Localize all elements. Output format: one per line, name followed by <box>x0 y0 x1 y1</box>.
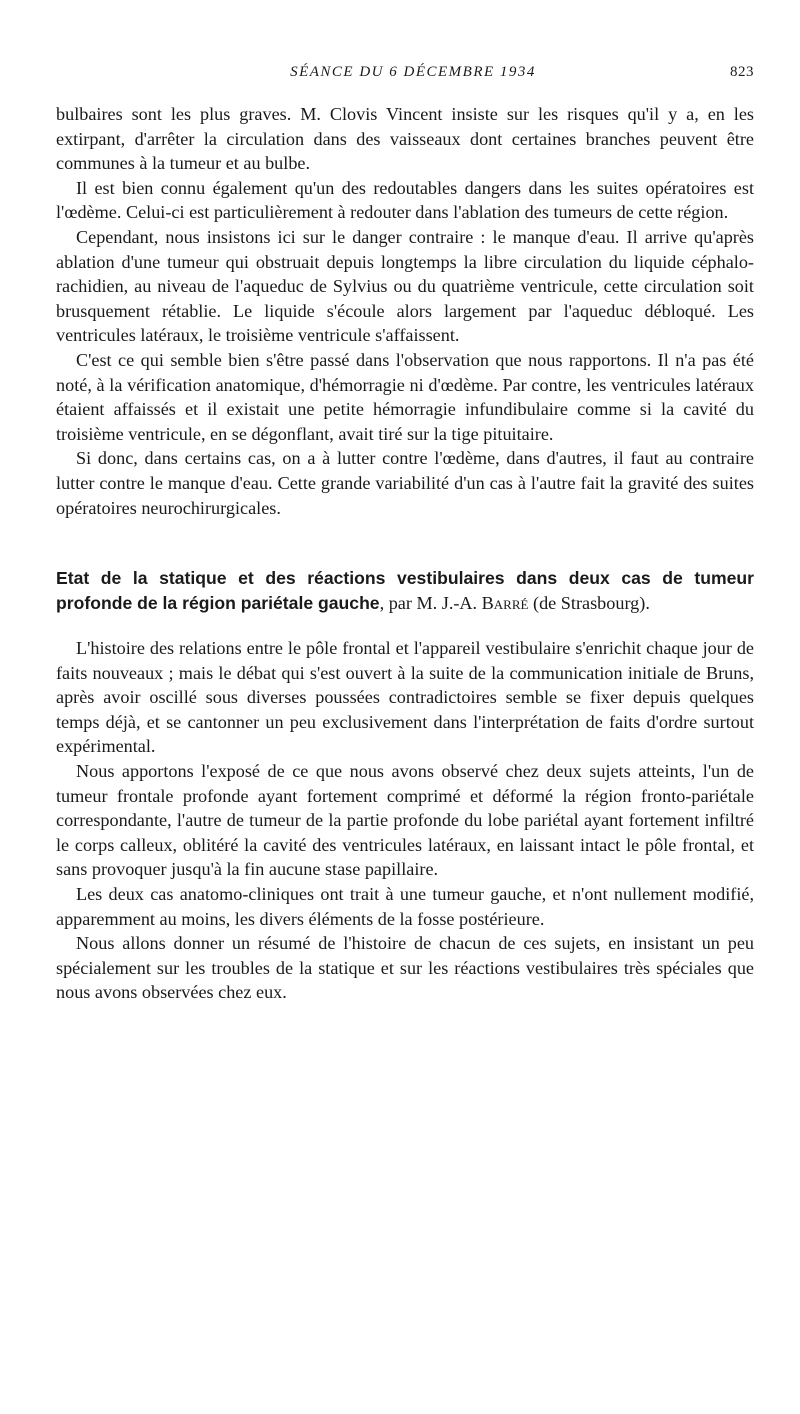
paragraph: C'est ce qui semble bien s'être passé dans l'observation que nous rapportons. Il n'a pas été noté, à la vérification anatomique, d'hémorragie ni d'œdème. Par contre, les ventricules latéraux étaient affaissés et il existait une petite hémorragie infundibulaire comme si la cavité du troisième ventricule, en se dégonflant, avait tiré sur la tige pituitaire. <box>56 349 754 444</box>
paragraph: Nous apportons l'exposé de ce que nous avons observé chez deux sujets atteints, l'un de tumeur frontale profonde ayant fortement comprimé et déformé la région fronto-pariétale correspondante, l'autre de tumeur de la partie profonde du lobe pariétal ayant fortement infiltré le corps calleux, oblitéré la cavité des ventricules latéraux, en laissant intact le pôle frontal, et sans provoquer jusqu'à la fin aucune stase papillaire. <box>56 761 754 880</box>
paragraph: Les deux cas anatomo-cliniques ont trait à une tumeur gauche, et n'ont nullement modifié, apparemment au moins, les divers éléments de la fosse postérieure. <box>56 884 754 929</box>
previous-article-continuation <box>56 102 754 520</box>
article-heading <box>56 566 754 616</box>
paragraph: Cependant, nous insistons ici sur le danger contraire : le manque d'eau. Il arrive qu'après ablation d'une tumeur qui obstruait depuis longtemps la libre circulation du liquide céphalo-rachidien, au niveau de l'aqueduc de Sylvius ou du quatrième ventricule, cette circulation soit brusquement rétablie. Le liquide s'écoule alors largement par l'aqueduc débloqué. Les ventricules latéraux, le troisième ventricule s'affaissent. <box>56 226 754 346</box>
article-title: Etat de la statique et des réactions vestibulaires dans deux cas de tumeur profonde de la région pariétale gauche <box>56 568 754 614</box>
running-title: SÉANCE DU 6 DÉCEMBRE 1934 <box>290 64 536 80</box>
paragraph: L'histoire des relations entre le pôle frontal et l'appareil vestibulaire s'enrichit chaque jour de faits nouveaux ; mais le débat qui s'est ouvert à la suite de la communication initiale de Bruns, après avoir oscillé sous diverses poussées contradictoires semble se fixer depuis quelques temps déjà, et se cantonner un peu exclusivement dans l'interprétation de faits d'ordre surtout expérimental. <box>56 638 754 757</box>
section-break <box>56 520 754 566</box>
running-header <box>56 64 754 84</box>
paragraph: Si donc, dans certains cas, on a à lutter contre l'œdème, dans d'autres, il faut au contraire lutter contre le manque d'eau. Cette grande variabilité d'un cas à l'autre fait la gravité des suites opératoires neurochirurgicales. <box>56 448 754 518</box>
article-author: Barré <box>481 593 529 614</box>
article-body <box>56 636 754 1005</box>
page-number: 823 <box>730 64 754 80</box>
byline-prefix: , par M. J.-A. <box>379 593 482 614</box>
paragraph: Il est bien connu également qu'un des redoutables dangers dans les suites opératoires est l'œdème. Celui-ci est particulièrement à redouter dans l'ablation des tumeurs de cette région. <box>56 177 754 223</box>
author-affiliation: (de Strasbourg). <box>528 593 650 614</box>
paragraph: Nous allons donner un résumé de l'histoire de chacun de ces sujets, en insistant un peu spécialement sur les troubles de la statique et sur les réactions vestibulaires très spéciales que nous avons observées chez eux. <box>56 933 754 1003</box>
journal-page <box>56 64 754 1005</box>
paragraph: bulbaires sont les plus graves. M. Clovis Vincent insiste sur les risques qu'il y a, en les extirpant, d'arrêter la circulation dans des vaisseaux dont certaines branches peuvent être communes à la tumeur et au bulbe. <box>56 104 754 174</box>
